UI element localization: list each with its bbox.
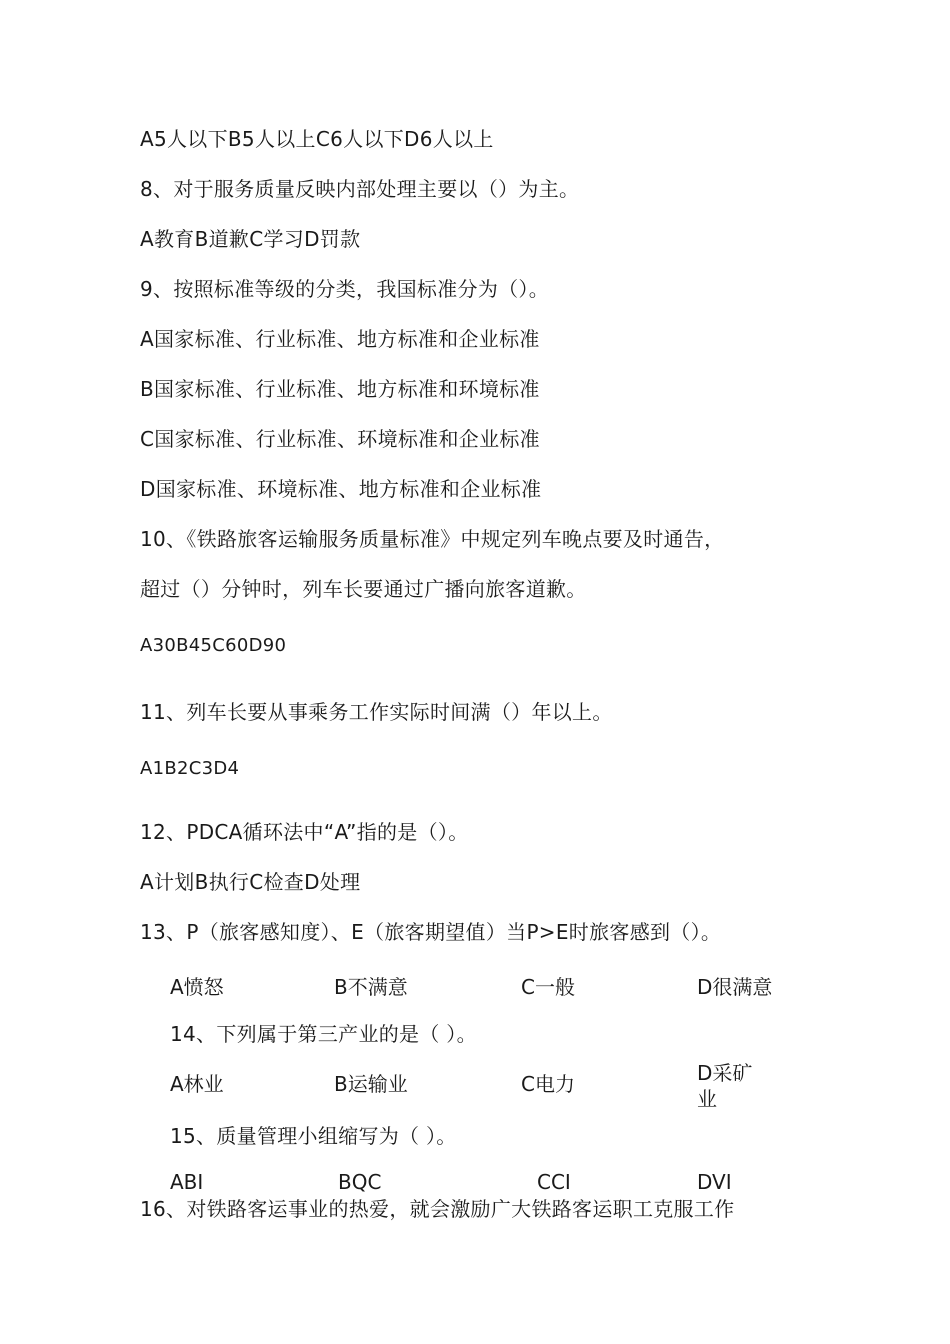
q10-question-line1: 10、《铁路旅客运输服务质量标准》中规定列车晚点要及时通告， [140, 527, 725, 551]
q14-options-row [0, 1060, 950, 1111]
q14-question: 14、下列属于第三产业的是（ ）。 [170, 1022, 477, 1046]
q15-option-d: DVI [697, 1170, 732, 1194]
q9-option-b: B国家标准、行业标准、地方标准和环境标准 [140, 377, 540, 401]
q12-options: A计划B执行C检查D处理 [140, 870, 361, 894]
q7-options: A5人以下B5人以上C6人以下D6人以上 [140, 127, 494, 151]
q13-option-c: C一般 [521, 975, 575, 999]
q15-question: 15、质量管理小组缩写为（ ）。 [170, 1124, 457, 1148]
q15-option-a: ABI [170, 1170, 204, 1194]
q15-option-c: CCI [537, 1170, 571, 1194]
q8-options: A教育B道歉C学习D罚款 [140, 227, 361, 251]
q14-option-c: C电力 [521, 1072, 575, 1096]
q10-options: A30B45C60D90 [140, 635, 287, 656]
q10-question-line2: 超过（）分钟时，列车长要通过广播向旅客道歉。 [140, 577, 587, 601]
q15-option-b: BQC [338, 1170, 382, 1194]
q9-question: 9、按照标准等级的分类，我国标准分为（）。 [140, 277, 550, 301]
q9-option-a: A国家标准、行业标准、地方标准和企业标准 [140, 327, 540, 351]
q13-option-a: A愤怒 [170, 975, 224, 999]
q13-option-b: B不满意 [334, 975, 408, 999]
q12-question: 12、PDCA循环法中“A”指的是（）。 [140, 820, 469, 844]
q13-option-d: D很满意 [697, 975, 773, 997]
q9-option-d: D国家标准、环境标准、地方标准和企业标准 [140, 477, 542, 501]
q11-options: A1B2C3D4 [140, 758, 240, 779]
q14-option-a: A林业 [170, 1072, 224, 1096]
q13-options-row [0, 973, 950, 1003]
q9-option-c: C国家标准、行业标准、环境标准和企业标准 [140, 427, 540, 451]
q14-option-d: D采矿业 [697, 1061, 753, 1111]
q14-option-b: B运输业 [334, 1072, 408, 1096]
q8-question: 8、对于服务质量反映内部处理主要以（）为主。 [140, 177, 580, 201]
q15-options-row [0, 1168, 950, 1198]
q13-question: 13、P（旅客感知度）、E（旅客期望值）当P>E时旅客感到（）。 [140, 920, 722, 944]
q11-question: 11、列车长要从事乘务工作实际时间满（）年以上。 [140, 700, 613, 724]
q16-question: 16、对铁路客运事业的热爱，就会激励广大铁路客运职工克服工作 [140, 1197, 735, 1221]
